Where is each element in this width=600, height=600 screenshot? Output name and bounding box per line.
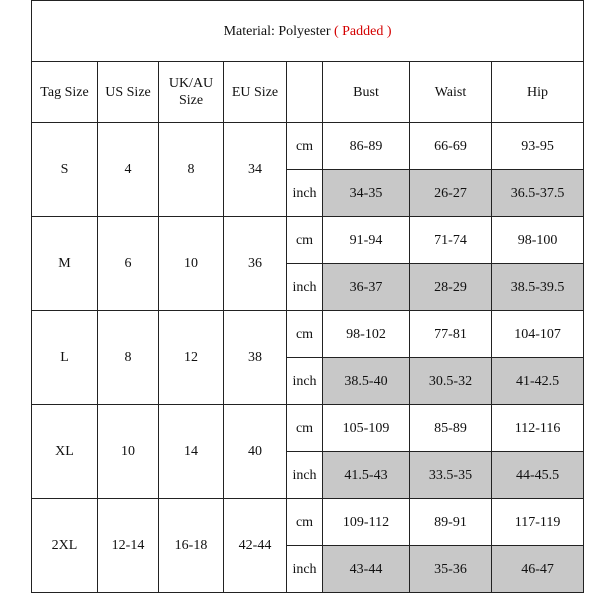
header-eu-size: EU Size [224,62,287,123]
waist-inch-cell: 28-29 [410,264,492,311]
tag-size-cell: 2XL [32,499,98,593]
unit-inch-cell: inch [287,170,323,217]
hip-cm-cell: 117-119 [492,499,584,546]
bust-inch-cell: 34-35 [323,170,410,217]
waist-inch-cell: 26-27 [410,170,492,217]
size-chart [31,0,583,600]
us-size-cell: 12-14 [98,499,159,593]
unit-cm-cell: cm [287,499,323,546]
unit-cm-cell: cm [287,217,323,264]
table-row-cm [32,405,584,452]
unit-inch-cell: inch [287,358,323,405]
table-row-cm [32,217,584,264]
waist-cm-cell: 85-89 [410,405,492,452]
waist-inch-cell: 30.5-32 [410,358,492,405]
us-size-cell: 6 [98,217,159,311]
title-text: Material: Polyester [223,23,331,39]
bust-cm-cell: 98-102 [323,311,410,358]
unit-cm-cell: cm [287,123,323,170]
bust-cm-cell: 91-94 [323,217,410,264]
unit-cm-cell: cm [287,405,323,452]
eu-size-cell: 38 [224,311,287,405]
us-size-cell: 4 [98,123,159,217]
waist-cm-cell: 71-74 [410,217,492,264]
hip-inch-cell: 44-45.5 [492,452,584,499]
bust-cm-cell: 105-109 [323,405,410,452]
hip-inch-cell: 36.5-37.5 [492,170,584,217]
title-highlight: ( Padded ) [333,23,392,39]
waist-cm-cell: 77-81 [410,311,492,358]
eu-size-cell: 34 [224,123,287,217]
eu-size-cell: 36 [224,217,287,311]
tag-size-cell: S [32,123,98,217]
header-row [32,62,584,123]
hip-cm-cell: 112-116 [492,405,584,452]
us-size-cell: 8 [98,311,159,405]
waist-inch-cell: 35-36 [410,546,492,593]
header-us-size: US Size [98,62,159,123]
eu-size-cell: 40 [224,405,287,499]
unit-inch-cell: inch [287,546,323,593]
hip-cm-cell: 104-107 [492,311,584,358]
bust-inch-cell: 36-37 [323,264,410,311]
tag-size-cell: XL [32,405,98,499]
uk-au-size-cell: 8 [159,123,224,217]
header-hip: Hip [492,62,584,123]
uk-au-size-cell: 10 [159,217,224,311]
waist-cm-cell: 89-91 [410,499,492,546]
table-row-cm [32,311,584,358]
tag-size-cell: L [32,311,98,405]
hip-inch-cell: 46-47 [492,546,584,593]
uk-au-size-cell: 12 [159,311,224,405]
unit-inch-cell: inch [287,264,323,311]
bust-cm-cell: 86-89 [323,123,410,170]
hip-cm-cell: 93-95 [492,123,584,170]
header-tag-size: Tag Size [32,62,98,123]
tag-size-cell: M [32,217,98,311]
waist-inch-cell: 33.5-35 [410,452,492,499]
header-bust: Bust [323,62,410,123]
size-table [31,0,584,593]
hip-inch-cell: 41-42.5 [492,358,584,405]
bust-inch-cell: 38.5-40 [323,358,410,405]
unit-cm-cell: cm [287,311,323,358]
bust-cm-cell: 109-112 [323,499,410,546]
uk-au-size-cell: 16-18 [159,499,224,593]
title-row [32,1,584,62]
header-uk-au-size: UK/AU Size [159,62,224,123]
header-unit [287,62,323,123]
bust-inch-cell: 41.5-43 [323,452,410,499]
eu-size-cell: 42-44 [224,499,287,593]
table-row-cm [32,499,584,546]
hip-inch-cell: 38.5-39.5 [492,264,584,311]
uk-au-size-cell: 14 [159,405,224,499]
table-row-cm [32,123,584,170]
table-title [32,1,584,62]
hip-cm-cell: 98-100 [492,217,584,264]
bust-inch-cell: 43-44 [323,546,410,593]
header-waist: Waist [410,62,492,123]
unit-inch-cell: inch [287,452,323,499]
us-size-cell: 10 [98,405,159,499]
waist-cm-cell: 66-69 [410,123,492,170]
